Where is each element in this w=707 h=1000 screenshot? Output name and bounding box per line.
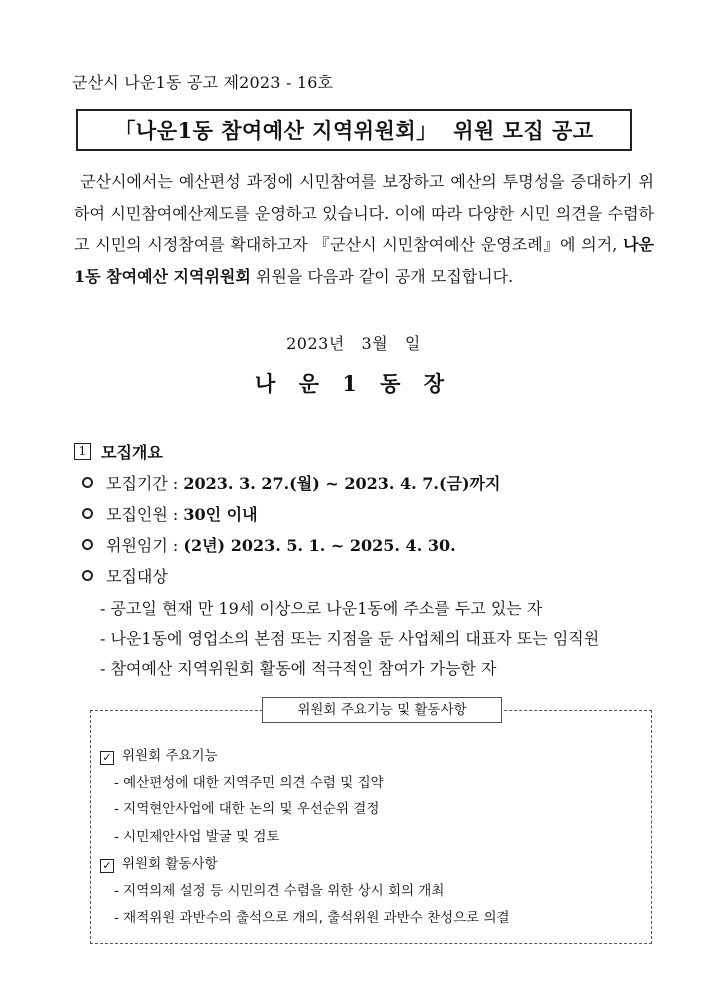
- item-count: [82, 502, 258, 525]
- item-value: 2023. 3. 27.(월) ~ 2023. 4. 7.(금)까지: [183, 474, 501, 493]
- item-target: [82, 564, 168, 587]
- intro-text-1: 군산시에서는 예산편성 과정에 시민참여를 보장하고 예산의 투명성을 증대하기 위하여 시민참여예산제도를 운영하고 있습니다. 이에 따라 다양한 시민 의견을 수렴하고 시민의 시정참여를 확대하고자 『군산시 시민참여예산 운영조례』에 의거,: [74, 172, 654, 254]
- circle-bullet-icon: [82, 508, 93, 519]
- group-heading: [100, 744, 218, 765]
- intro-committee-name: 나운1동 참여예산 지역위원회: [74, 235, 654, 286]
- box-list-item: - 시민제안사업 발굴 및 검토: [114, 829, 280, 845]
- checkbox-checked-icon: ✓: [100, 859, 114, 873]
- signer: 나 운 1 동 장: [255, 371, 452, 396]
- page-title: 「나운1동 참여예산 지역위원회」 위원 모집 공고: [114, 118, 594, 143]
- section-title: 모집개요: [101, 443, 163, 462]
- item-label: 위원임기 :: [106, 536, 184, 555]
- circle-bullet-icon: [82, 539, 93, 550]
- circle-bullet-icon: [82, 477, 93, 488]
- info-box-label: 위원회 주요기능 및 활동사항: [262, 697, 502, 723]
- item-value: 30인 이내: [183, 505, 258, 524]
- group-title: 위원회 주요기능: [122, 748, 218, 764]
- checkbox-checked-icon: ✓: [100, 751, 114, 765]
- item-term: [82, 533, 456, 556]
- section-heading: [74, 440, 163, 463]
- target-item: - 참여예산 지역위원회 활동에 적극적인 참여가 가능한 자: [100, 659, 497, 678]
- title-box: [76, 109, 632, 151]
- notice-number: 군산시 나운1동 공고 제2023 - 16호: [72, 73, 334, 92]
- group-heading: [100, 852, 218, 873]
- intro-paragraph: [74, 166, 654, 292]
- box-list-item: - 지역현안사업에 대한 논의 및 우선순위 결정: [114, 801, 380, 817]
- item-label: 모집인원 :: [106, 505, 184, 524]
- intro-text-2: 위원을 다음과 같이 공개 모집합니다.: [250, 266, 514, 286]
- group-title: 위원회 활동사항: [122, 856, 218, 872]
- item-label: 모집기간 :: [106, 474, 184, 493]
- item-value: (2년) 2023. 5. 1. ~ 2025. 4. 30.: [183, 536, 456, 555]
- box-list-item: - 예산편성에 대한 지역주민 의견 수렴 및 집약: [114, 775, 384, 791]
- target-item: - 공고일 현재 만 19세 이상으로 나운1동에 주소를 두고 있는 자: [100, 599, 543, 618]
- item-period: [82, 471, 500, 494]
- circle-bullet-icon: [82, 570, 93, 581]
- notice-date: 2023년 3월 일: [286, 334, 421, 353]
- box-list-item: - 지역의제 설정 등 시민의견 수렴을 위한 상시 회의 개최: [114, 883, 445, 899]
- item-label: 모집대상: [106, 567, 168, 586]
- target-item: - 나운1동에 영업소의 본점 또는 지점을 둔 사업체의 대표자 또는 임직원: [100, 629, 600, 648]
- box-list-item: - 재적위원 과반수의 출석으로 개의, 출석위원 과반수 찬성으로 의결: [114, 910, 510, 926]
- section-number-box: 1: [74, 443, 91, 460]
